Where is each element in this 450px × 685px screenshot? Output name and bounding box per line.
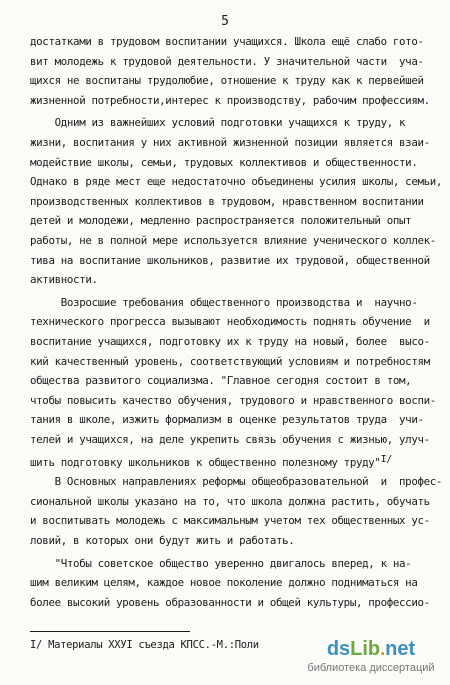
text-line-content: более высокий уровень образованности и общей культуры, профессио-	[30, 596, 430, 609]
text-line-content: воспитание учащихся, подготовку их к труду на новый, более высо-	[30, 335, 430, 348]
text-line	[30, 157, 427, 169]
text-line-content: сиональной школы указано на то, что школа должна растить, обучать	[30, 495, 430, 508]
text-line	[30, 234, 436, 247]
logo-lib: Lib	[350, 638, 381, 660]
text-line	[30, 254, 430, 267]
footnote-reference: I/	[380, 454, 392, 465]
text-line	[30, 175, 443, 188]
page-number: 5	[221, 14, 229, 29]
watermark	[302, 638, 440, 678]
footnote-rule	[30, 631, 190, 632]
text-line-content: Возросшие требования общественного производства и научно-	[30, 296, 418, 309]
text-line-content: производственных коллективов в трудовом, нравственном воспитании	[30, 195, 424, 208]
text-line	[30, 315, 430, 328]
text-line	[30, 414, 427, 426]
text-line-content: телей и учащихся, на деле укрепить связь обучения с жизнью, улуч-	[30, 433, 430, 446]
text-line-content: В Основных направлениях реформы общеобразовательной и профес-	[30, 475, 443, 488]
logo-dot: .	[380, 639, 386, 659]
text-line-content: ловий, в которых они будут жить и работать.	[30, 534, 295, 547]
text-line-content: жизненной потребности,интерес к производству, рабочим профессиям.	[30, 94, 430, 107]
text-line-content: Одним из важнейших условий подготовки учащихся к труду, к	[30, 116, 406, 129]
text-line-content: технического прогресса вызывают необходимость поднять обучение и	[30, 315, 430, 328]
text-line-content: вит молодежь к трудовой деятельности. У значительной части уча-	[30, 55, 424, 68]
text-line-content: тания в школе, изжить формализм в оценке результатов труда учи-	[30, 413, 424, 426]
text-line-with-footnote-ref	[30, 454, 427, 469]
text-line-content: жизни, воспитания у них активной жизненной позиции является взаи-	[30, 136, 430, 149]
text-line	[30, 75, 427, 87]
text-line	[30, 495, 430, 508]
text-line-content: шить подготовку школьников к общественно полезному труду"	[30, 456, 381, 469]
logo-ds: ds	[326, 638, 351, 660]
text-line	[30, 375, 427, 387]
text-line	[30, 56, 427, 68]
text-line-content: "Чтобы советское общество уверенно двигалось вперед, к на-	[30, 557, 412, 570]
text-line	[30, 355, 430, 368]
text-line	[30, 297, 427, 309]
text-line-content: и воспитывать молодежь с максимальным учетом тех общественных ус-	[30, 514, 430, 527]
text-line	[30, 596, 430, 609]
text-line	[30, 475, 443, 488]
text-line-content: работы, не в полной мере используется влияние ученического коллек-	[30, 234, 436, 247]
text-line	[30, 433, 430, 446]
text-line-content: тива на воспитание школьников, развитие их трудовой, общественной	[30, 254, 430, 267]
text-line	[30, 394, 436, 407]
text-line-content: кий качественный уровень, соответствующий условиям и потребностям	[30, 355, 430, 368]
text-line	[30, 196, 427, 208]
text-line-content: детей и молодежи, медленно распространяется положительный опыт	[30, 214, 412, 227]
text-line-content: щихся не воспитаны трудолюбие, отношение к труду как к первейшей	[30, 74, 424, 87]
watermark-logo	[302, 638, 440, 661]
text-line-content: чтобы повысить качество обучения, трудового и нравственного воспи-	[30, 394, 436, 407]
text-line	[30, 136, 430, 149]
text-line-content: достатками в трудовом воспитании учащихся. Школа ещё слабо гото-	[30, 35, 424, 48]
text-line	[30, 335, 430, 348]
text-line	[30, 117, 427, 129]
text-line	[30, 558, 427, 570]
text-line	[30, 535, 427, 547]
watermark-caption: библиотека диссертаций	[307, 662, 435, 674]
text-line	[30, 577, 427, 589]
text-line	[30, 514, 430, 527]
text-line-content: Однако в ряде мест еще недостаточно объединены усилия школы, семьи,	[30, 175, 443, 188]
text-line-content: шим великим целям, каждое новое поколение должно подниматься на	[30, 576, 418, 589]
text-line	[30, 215, 427, 227]
text-line	[30, 274, 427, 286]
text-line-content: общества развитого социализма. "Главное сегодня состоит в том,	[30, 374, 412, 387]
logo-net: net	[385, 638, 416, 660]
text-line-content: активности.	[30, 273, 98, 286]
text-line	[30, 94, 430, 107]
text-line-content: модействие школы, семьи, трудовых коллективов и общественности.	[30, 156, 418, 169]
text-line	[30, 36, 427, 48]
footnote-text: I/ Материалы ХХУI съезда КПСС.-М.:Поли	[30, 639, 259, 651]
